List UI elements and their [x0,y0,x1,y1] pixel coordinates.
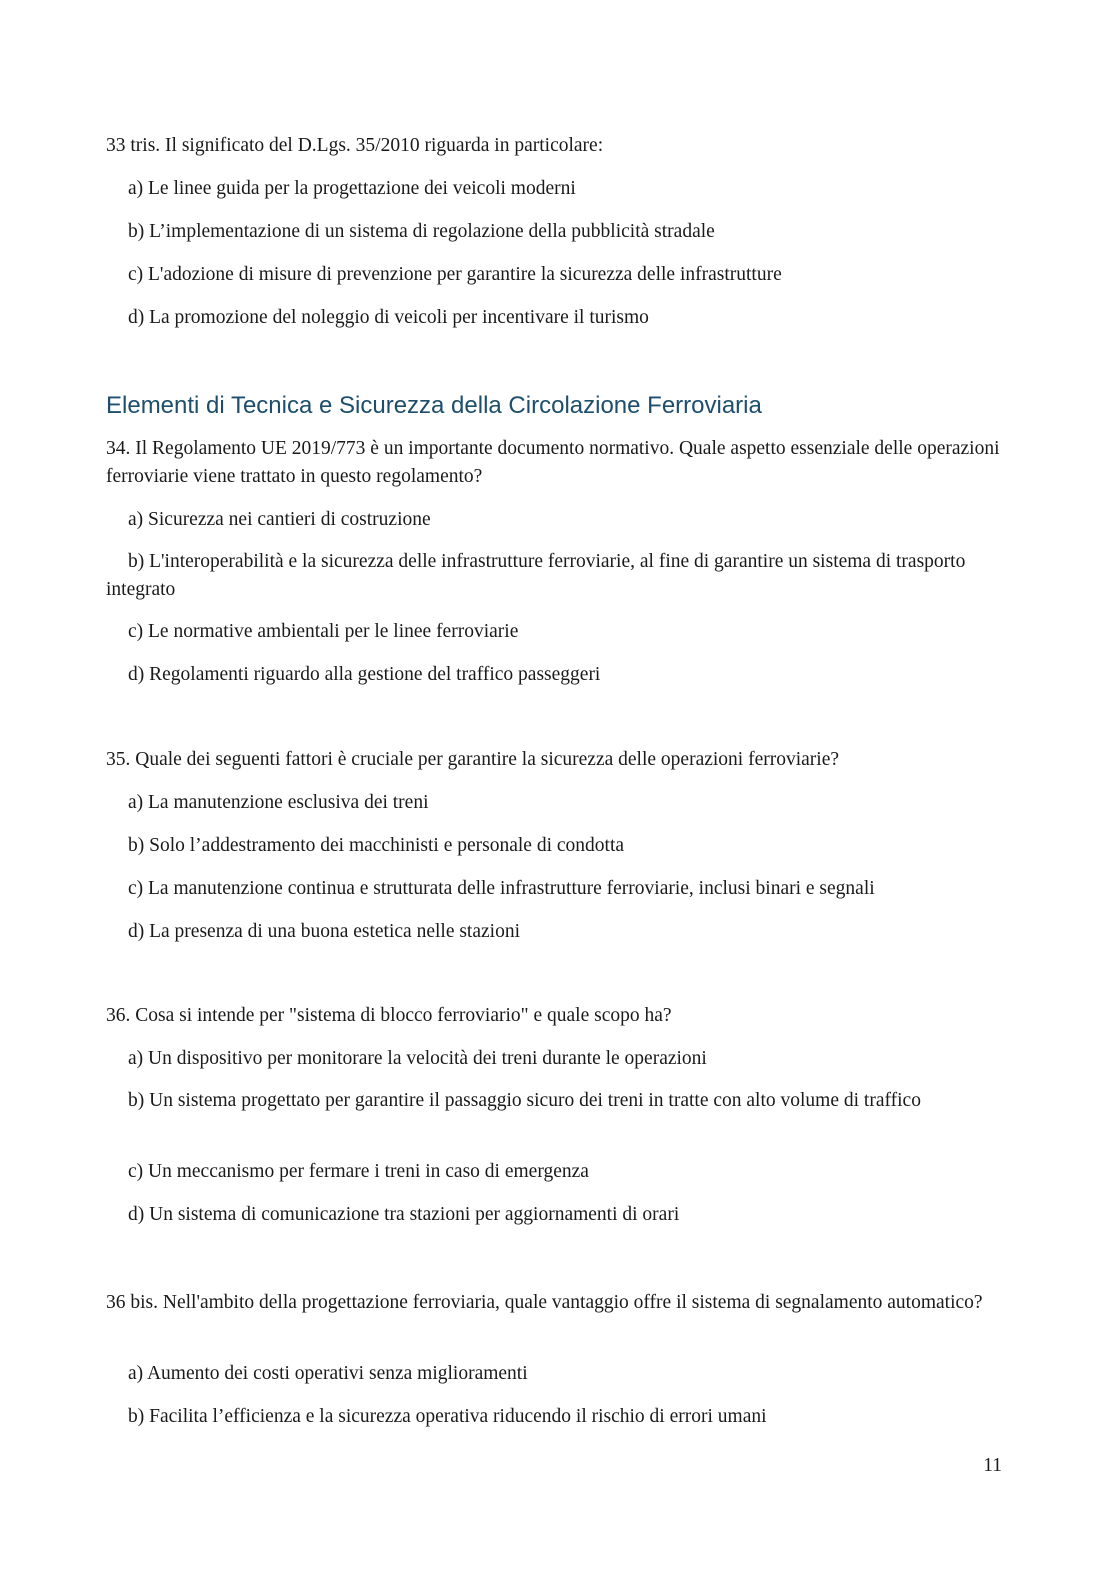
q33tris-option-a: a) Le linee guida per la progettazione dei veicoli moderni [128,178,576,199]
q36-option-d: d) Un sistema di comunicazione tra stazioni per aggiornamenti di orari [128,1204,680,1225]
q35-option-b: b) Solo l’addestramento dei macchinisti e personale di condotta [128,835,625,856]
q35-option-a: a) La manutenzione esclusiva dei treni [128,792,429,813]
q34-option-b: b) L'interoperabilità e la sicurezza delle infrastrutture ferroviarie, al fine di garantire un sistema di trasporto integrato [106,551,966,600]
question-36-bis: 36 bis. Nell'ambito della progettazione ferroviaria, quale vantaggio offre il sistema di segnalamento automatico? [106,1292,983,1313]
q36bis-option-a: a) Aumento dei costi operativi senza miglioramenti [128,1363,528,1384]
section-heading: Elementi di Tecnica e Sicurezza della Circolazione Ferroviaria [106,392,762,419]
question-34: 34. Il Regolamento UE 2019/773 è un importante documento normativo. Quale aspetto essenziale delle operazioni ferroviarie viene trattato in questo regolamento? [106,438,1000,487]
q33tris-option-c: c) L'adozione di misure di prevenzione per garantire la sicurezza delle infrastrutture [128,264,782,285]
q34-option-d: d) Regolamenti riguardo alla gestione del traffico passeggeri [128,664,601,685]
question-36: 36. Cosa si intende per "sistema di blocco ferroviario" e quale scopo ha? [106,1005,672,1026]
q35-option-c: c) La manutenzione continua e strutturata delle infrastrutture ferroviarie, inclusi binari e segnali [128,878,875,899]
q33tris-option-b: b) L’implementazione di un sistema di regolazione della pubblicità stradale [128,221,715,242]
q36-option-c: c) Un meccanismo per fermare i treni in caso di emergenza [128,1161,589,1182]
q34-option-c: c) Le normative ambientali per le linee ferroviarie [128,621,519,642]
q35-option-d: d) La presenza di una buona estetica nelle stazioni [128,921,520,942]
q36bis-option-b: b) Facilita l’efficienza e la sicurezza operativa riducendo il rischio di errori umani [128,1406,767,1427]
q33tris-option-d: d) La promozione del noleggio di veicoli per incentivare il turismo [128,307,649,328]
q34-option-a: a) Sicurezza nei cantieri di costruzione [128,509,431,530]
question-35: 35. Quale dei seguenti fattori è cruciale per garantire la sicurezza delle operazioni ferroviarie? [106,749,840,770]
q36-option-b: b) Un sistema progettato per garantire il passaggio sicuro dei treni in tratte con alto volume di traffico [128,1090,921,1111]
question-33-tris: 33 tris. Il significato del D.Lgs. 35/2010 riguarda in particolare: [106,135,604,156]
page-number: 11 [983,1455,1002,1476]
q36-option-a: a) Un dispositivo per monitorare la velocità dei treni durante le operazioni [128,1048,707,1069]
